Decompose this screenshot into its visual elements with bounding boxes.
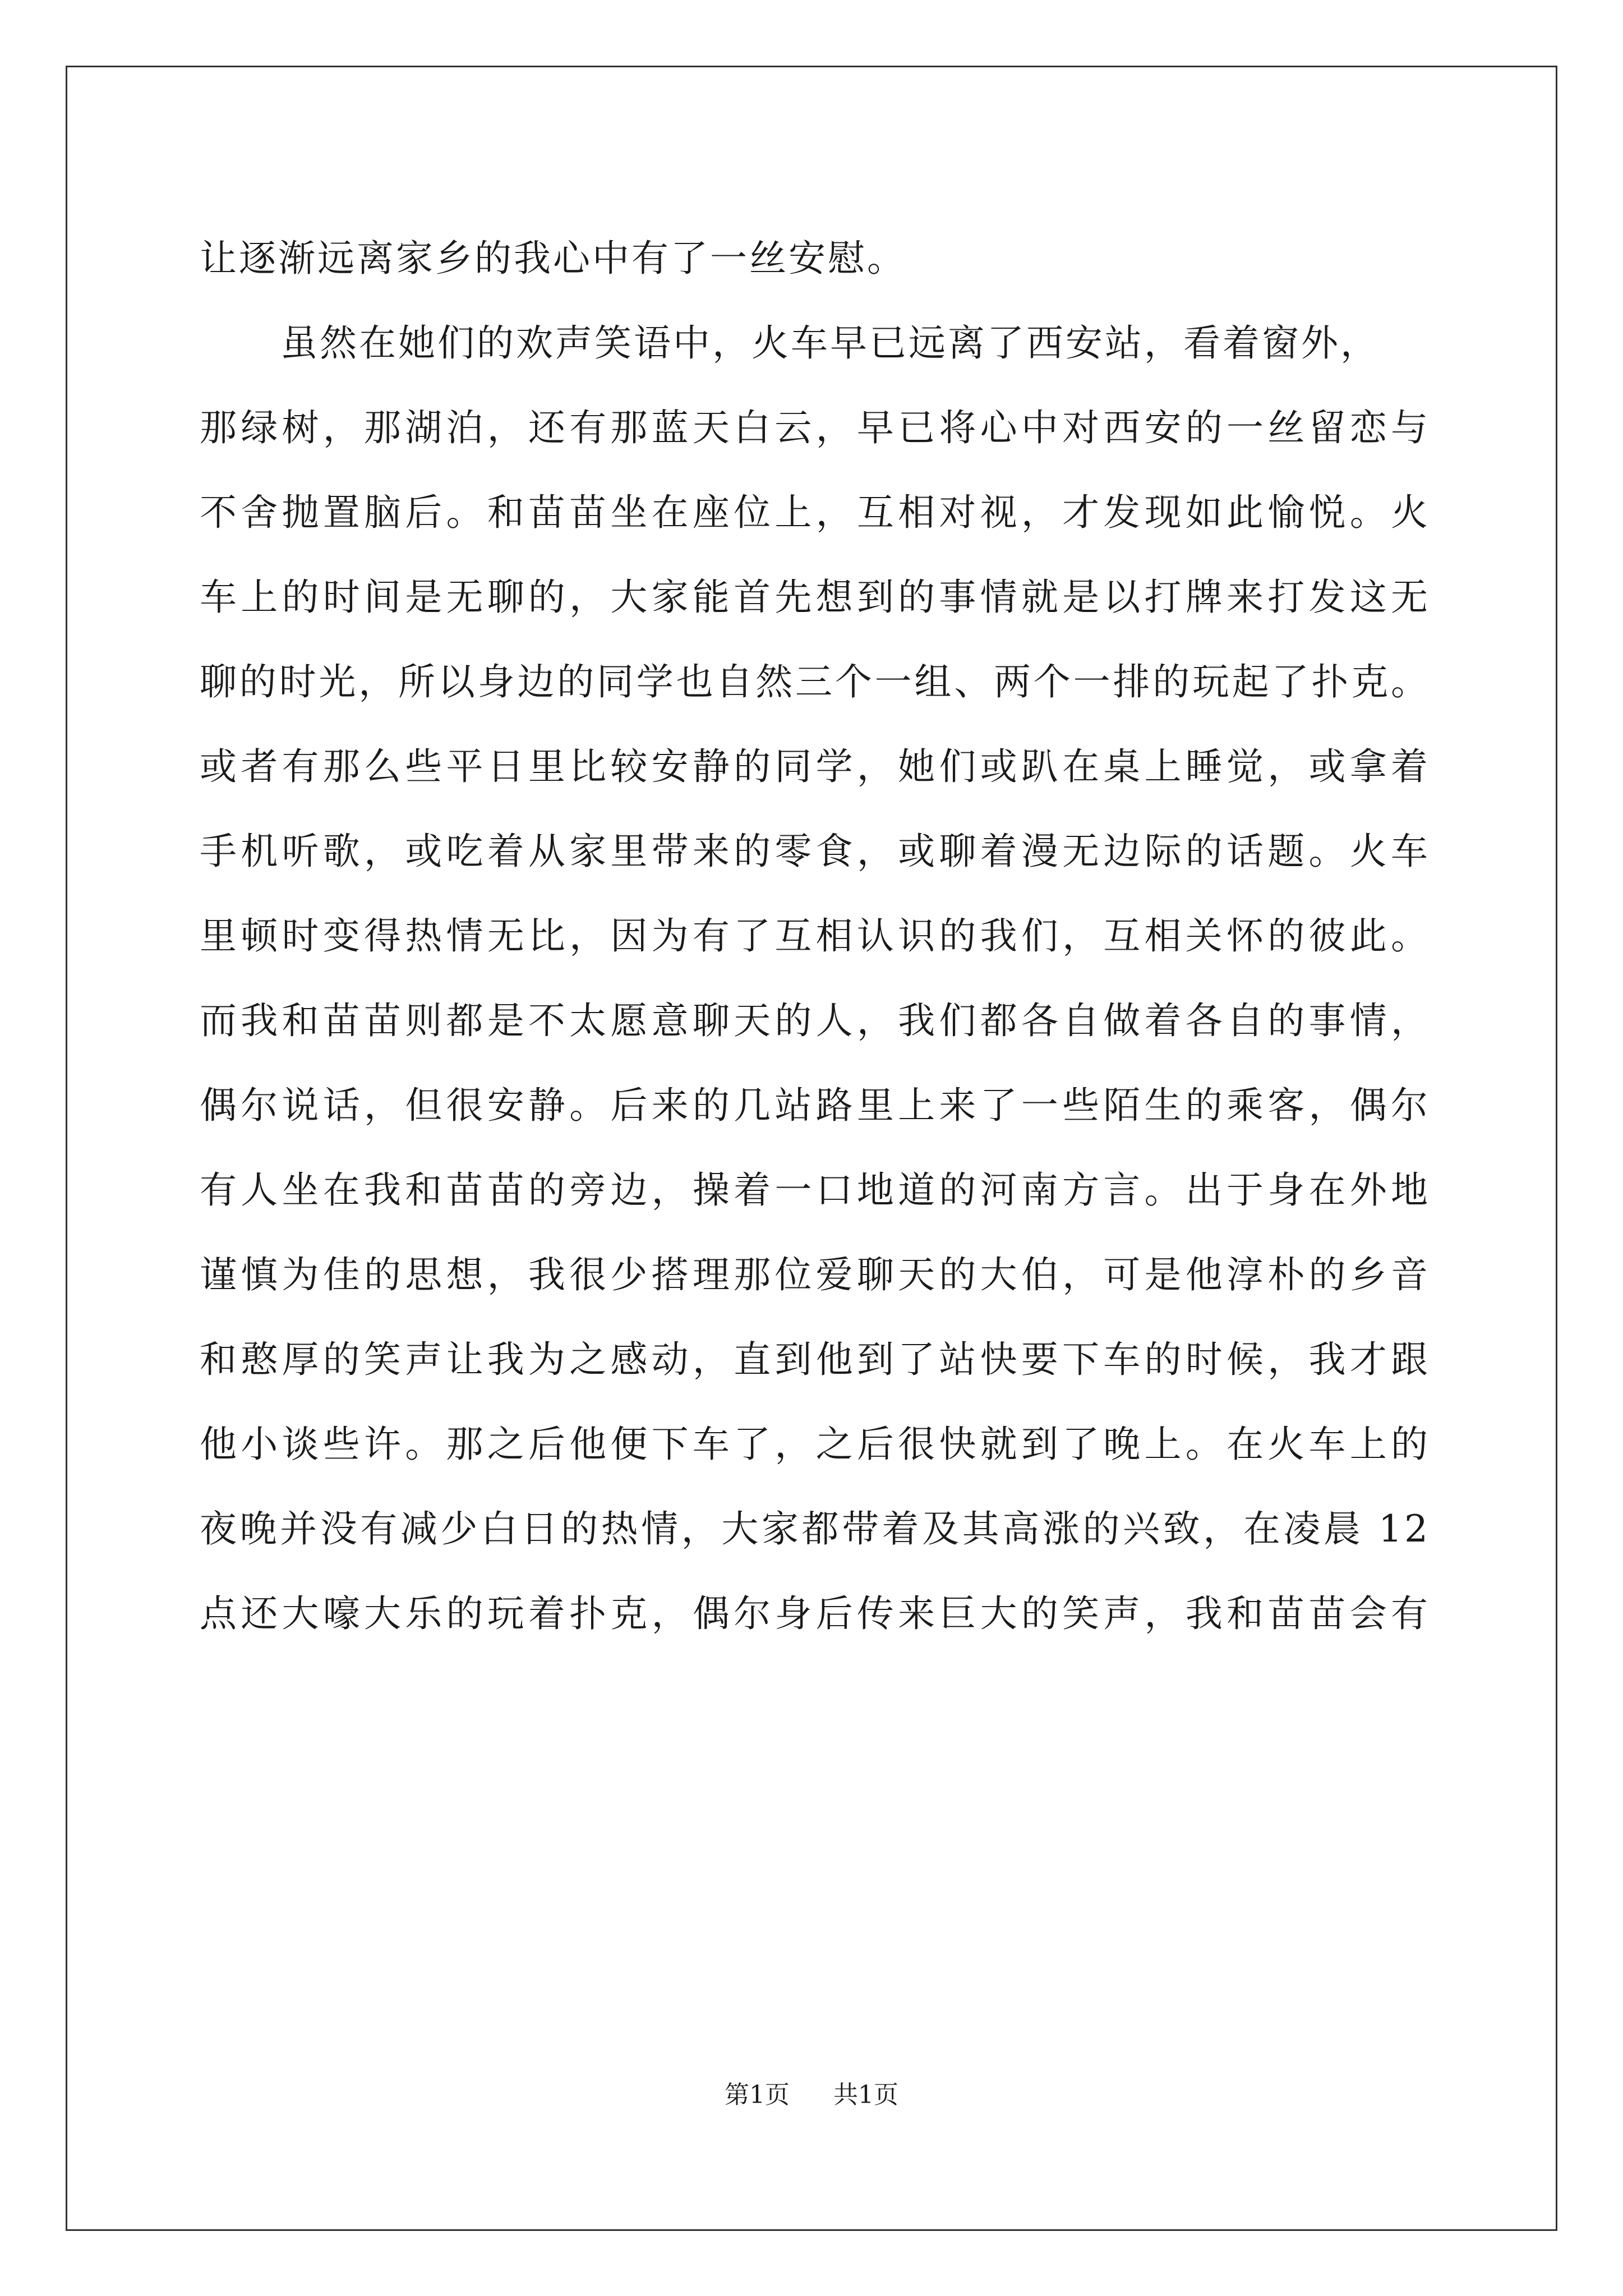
text-line: 不舍抛置脑后。和苗苗坐在座位上，互相对视，才发现如此愉悦。火 (200, 491, 1430, 534)
page-footer (0, 2078, 1623, 2112)
text-line: 让逐渐远离家乡的我心中有了一丝安慰。 (200, 237, 906, 280)
text-line: 他小谈些许。那之后他便下车了，之后很快就到了晚上。在火车上的 (200, 1423, 1430, 1466)
text-line: 聊的时光，所以身边的同学也自然三个一组、两个一排的玩起了扑克。 (200, 660, 1430, 703)
text-line: 点还大嚎大乐的玩着扑克，偶尔身后传来巨大的笑声，我和苗苗会有 (200, 1592, 1430, 1635)
text-line: 里顿时变得热情无比，因为有了互相认识的我们，互相关怀的彼此。 (200, 914, 1430, 958)
text-line: 而我和苗苗则都是不太愿意聊天的人，我们都各自做着各自的事情， (200, 999, 1430, 1042)
text-line: 有人坐在我和苗苗的旁边，操着一口地道的河南方言。出于身在外地 (200, 1168, 1430, 1212)
page-number: 第1页 (725, 2081, 790, 2109)
text-line: 偶尔说话，但很安静。后来的几站路里上来了一些陌生的乘客，偶尔 (200, 1084, 1430, 1127)
text-line: 那绿树，那湖泊，还有那蓝天白云，早已将心中对西安的一丝留恋与 (200, 406, 1430, 449)
text-line: 虽然在她们的欢声笑语中，火车早已远离了西安站，看着窗外， (280, 321, 1380, 365)
document-body (200, 216, 1430, 1656)
text-line: 车上的时间是无聊的，大家能首先想到的事情就是以打牌来打发这无 (200, 576, 1430, 619)
text-line: 手机听歌，或吃着从家里带来的零食，或聊着漫无边际的话题。火车 (200, 830, 1430, 873)
page-total: 共1页 (833, 2081, 898, 2109)
text-line: 夜晚并没有减少白日的热情，大家都带着及其高涨的兴致，在凌晨 12 (200, 1507, 1430, 1550)
text-line: 或者有那么些平日里比较安静的同学，她们或趴在桌上睡觉，或拿着 (200, 745, 1430, 788)
text-line: 谨慎为佳的思想，我很少搭理那位爱聊天的大伯，可是他淳朴的乡音 (200, 1253, 1430, 1296)
text-line: 和憨厚的笑声让我为之感动，直到他到了站快要下车的时候，我才跟 (200, 1338, 1430, 1381)
